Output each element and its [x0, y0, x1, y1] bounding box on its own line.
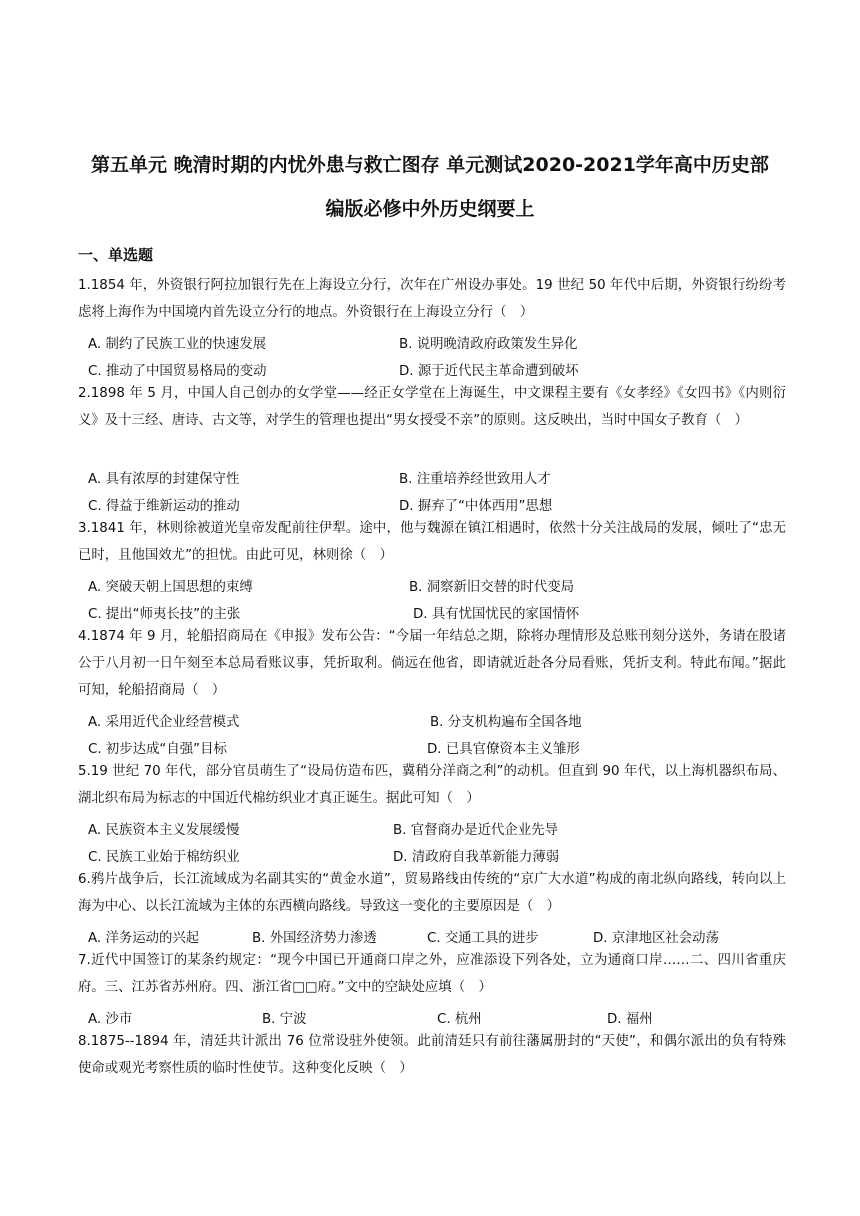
question-2-option-b: B. 注重培养经世致用人才 — [399, 472, 551, 487]
question-3-stem: 3.1841 年，林则徐被道光皇帝发配前往伊犁。途中，他与魏源在镇江相遇时，依然十分关注战局的发展，倾吐了“忠无已时，且他国效尤”的担忧。由此可见，林则徐（ ） — [78, 521, 786, 563]
document-title-line-2: 编版必修中外历史纲要上 — [325, 198, 535, 220]
question-4-option-b: B. 分支机构遍布全国各地 — [430, 715, 582, 730]
question-4-option-d: D. 已具官僚资本主义雏形 — [427, 742, 580, 757]
question-6-option-c: C. 交通工具的进步 — [427, 931, 539, 946]
question-4-stem: 4.1874 年 9 月，轮船招商局在《申报》发布公告：“今届一年结总之期，除将办理情形及总账刊刻分送外，务请在股诸公于八月初一日午刻至本总局看账议事，凭折取利。倘远在他省，即请就近赴各分局看账，凭折支利。特此布闻。”据此可知，轮船招商局（ ） — [78, 629, 786, 698]
question-2-option-a: A. 具有浓厚的封建保守性 — [88, 472, 240, 487]
question-1-option-a: A. 制约了民族工业的快速发展 — [88, 337, 267, 352]
question-3-option-b: B. 洞察新旧交替的时代变局 — [409, 580, 574, 595]
question-7-stem: 7.近代中国签订的某条约规定：“现今中国已开通商口岸之外，应准添设下列各处，立为通商口岸……二、四川省重庆府。三、江苏省苏州府。四、浙江省□□府。”文中的空缺处应填（ ） — [78, 953, 786, 995]
question-5-option-b: B. 官督商办是近代企业先导 — [393, 823, 558, 838]
question-2-option-d: D. 摒弃了“中体西用”思想 — [399, 499, 553, 514]
question-7-option-d: D. 福州 — [607, 1012, 653, 1027]
question-7-option-c: C. 杭州 — [437, 1012, 482, 1027]
question-6-option-d: D. 京津地区社会动荡 — [593, 931, 719, 946]
question-4-option-a: A. 采用近代企业经营模式 — [88, 715, 240, 730]
question-7-option-a: A. 沙市 — [88, 1012, 133, 1027]
question-5-stem: 5.19 世纪 70 年代，部分官员萌生了“设局仿造布匹，冀稍分洋商之利”的动机。但直到 90 年代，以上海机器织布局、湖北织布局为标志的中国近代棉纺织业才真正诞生。据此可知（ ） — [78, 764, 786, 806]
question-6-stem: 6.鸦片战争后，长江流域成为名副其实的“黄金水道”，贸易路线由传统的“京广大水道”构成的南北纵向路线，转向以上海为中心、以长江流域为主体的东西横向路线。导致这一变化的主要原因是（ ） — [78, 872, 786, 914]
question-1-option-b: B. 说明晚清政府政策发生异化 — [399, 337, 578, 352]
question-6-option-a: A. 洋务运动的兴起 — [88, 931, 200, 946]
document-title-line-1: 第五单元 晚清时期的内忧外患与救亡图存 单元测试2020-2021学年高中历史部 — [91, 154, 769, 176]
question-5-option-c: C. 民族工业始于棉纺织业 — [88, 850, 240, 865]
question-6-option-b: B. 外国经济势力渗透 — [252, 931, 377, 946]
question-3-option-a: A. 突破天朝上国思想的束缚 — [88, 580, 253, 595]
question-1-stem: 1.1854 年，外资银行阿拉加银行先在上海设立分行，次年在广州设办事处。19 世纪 50 年代中后期，外资银行纷纷考虑将上海作为中国境内首先设立分行的地点。外资银行在上海设立分行（ ） — [78, 278, 786, 320]
question-2-option-c: C. 得益于维新运动的推动 — [88, 499, 240, 514]
question-1-option-d: D. 源于近代民主革命遭到破坏 — [399, 364, 579, 379]
question-3-option-c: C. 提出“师夷长技”的主张 — [88, 607, 241, 622]
section-heading: 一、单选题 — [78, 246, 154, 264]
question-5-option-d: D. 清政府自我革新能力薄弱 — [393, 850, 560, 865]
question-1-option-c: C. 推动了中国贸易格局的变动 — [88, 364, 267, 379]
question-2-stem: 2.1898 年 5 月，中国人自己创办的女学堂——经正女学堂在上海诞生，中文课程主要有《女孝经》《女四书》《内则衍义》及十三经、唐诗、古文等，对学生的管理也提出“男女授受不亲”的原则。这反映出，当时中国女子教育（ ） — [78, 386, 786, 428]
question-5-option-a: A. 民族资本主义发展缓慢 — [88, 823, 240, 838]
question-3-option-d: D. 具有忧国忧民的家国情怀 — [413, 607, 580, 622]
question-8-stem: 8.1875--1894 年，清廷共计派出 76 位常设驻外使领。此前清廷只有前往藩属册封的“天使”，和偶尔派出的负有特殊使命或观光考察性质的临时性使节。这种变化反映（ ） — [78, 1034, 786, 1076]
question-4-option-c: C. 初步达成“自强”目标 — [88, 742, 227, 757]
question-7-option-b: B. 宁波 — [262, 1012, 307, 1027]
